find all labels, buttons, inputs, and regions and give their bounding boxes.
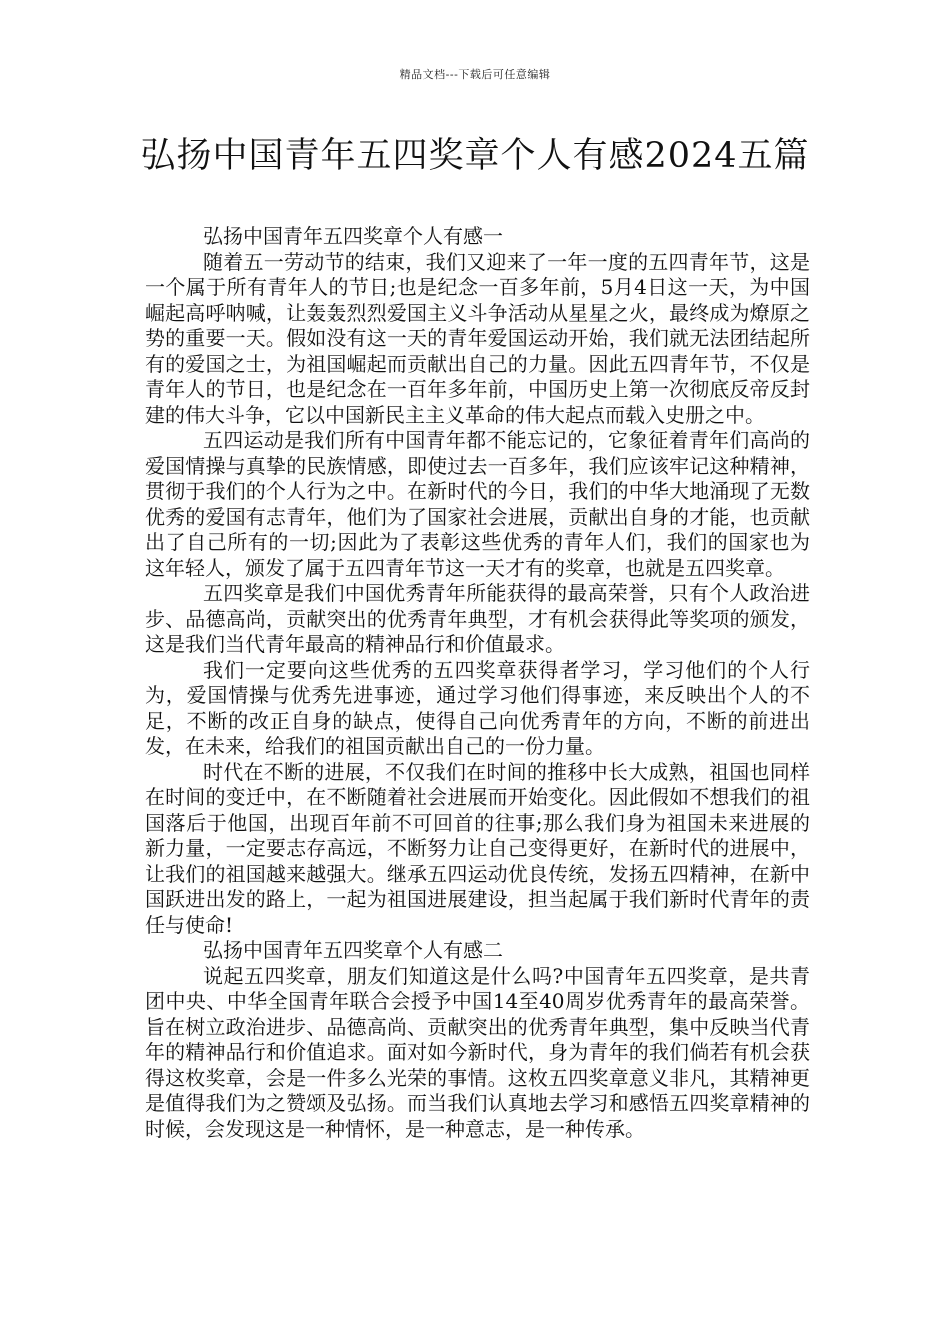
section-heading: 弘扬中国青年五四奖章个人有感一 <box>203 224 503 248</box>
paragraph: 随着五一劳动节的结束，我们又迎来了一年一度的五四青年节，这是一个属于所有青年人的节日;也是纪念一百多年前，5月4日这一天，为中国崛起高呼呐喊，让轰轰烈烈爱国主义斗争活动从星星之火，最终成为燎原之势的重要一天。假如没有这一天的青年爱国运动开始，我们就无法团结起所有的爱国之士，为祖国崛起而贡献出自己的力量。因此五四青年节，不仅是青年人的节日，也是纪念在一百年多年前，中国历史上第一次彻底反帝反封建的伟大斗争，它以中国新民主主义革命的伟大起点而载入史册之中。 <box>145 249 810 427</box>
header-note: 精品文档---下载后可任意编辑 <box>399 68 551 81</box>
section-heading: 弘扬中国青年五四奖章个人有感二 <box>203 938 503 962</box>
article-body <box>145 224 810 1142</box>
paragraph: 时代在不断的进展，不仅我们在时间的推移中长大成熟，祖国也同样在时间的变迁中，在不断随着社会进展而开始变化。因此假如不想我们的祖国落后于他国，出现百年前不可回首的往事;那么我们身为祖国未来进展的新力量，一定要志存高远，不断努力让自己变得更好，在新时代的进展中，让我们的祖国越来越强大。继承五四运动优良传统，发扬五四精神，在新中国跃进出发的路上，一起为祖国进展建设，担当起属于我们新时代青年的责任与使命! <box>145 759 810 937</box>
paragraph: 五四奖章是我们中国优秀青年所能获得的最高荣誉，只有个人政治进步、品德高尚，贡献突出的优秀青年典型，才有机会获得此等奖项的颁发，这是我们当代青年最高的精神品行和价值最求。 <box>145 581 810 656</box>
paragraph: 我们一定要向这些优秀的五四奖章获得者学习，学习他们的个人行为，爱国情操与优秀先进事迹，通过学习他们得事迹，来反映出个人的不足，不断的改正自身的缺点，使得自己向优秀青年的方向，不断的前进出发，在未来，给我们的祖国贡献出自己的一份力量。 <box>145 657 810 758</box>
paragraph: 五四运动是我们所有中国青年都不能忘记的，它象征着青年们高尚的爱国情操与真挚的民族情感，即使过去一百多年，我们应该牢记这种精神，贯彻于我们的个人行为之中。在新时代的今日，我们的中华大地涌现了无数优秀的爱国有志青年，他们为了国家社会进展，贡献出自身的才能，也贡献出了自己所有的一切;因此为了表彰这些优秀的青年人们，我们的国家也为这年轻人，颁发了属于五四青年节这一天才有的奖章，也就是五四奖章。 <box>145 428 810 580</box>
page-title: 弘扬中国青年五四奖章个人有感2024五篇 <box>140 136 810 176</box>
paragraph: 说起五四奖章，朋友们知道这是什么吗?中国青年五四奖章，是共青团中央、中华全国青年联合会授予中国14至40周岁优秀青年的最高荣誉。旨在树立政治进步、品德高尚、贡献突出的优秀青年典型，集中反映当代青年的精神品行和价值追求。面对如今新时代，身为青年的我们倘若有机会获得这枚奖章，会是一件多么光荣的事情。这枚五四奖章意义非凡，其精神更是值得我们为之赞颂及弘扬。而当我们认真地去学习和感悟五四奖章精神的时候，会发现这是一种情怀，是一种意志，是一种传承。 <box>145 963 810 1141</box>
